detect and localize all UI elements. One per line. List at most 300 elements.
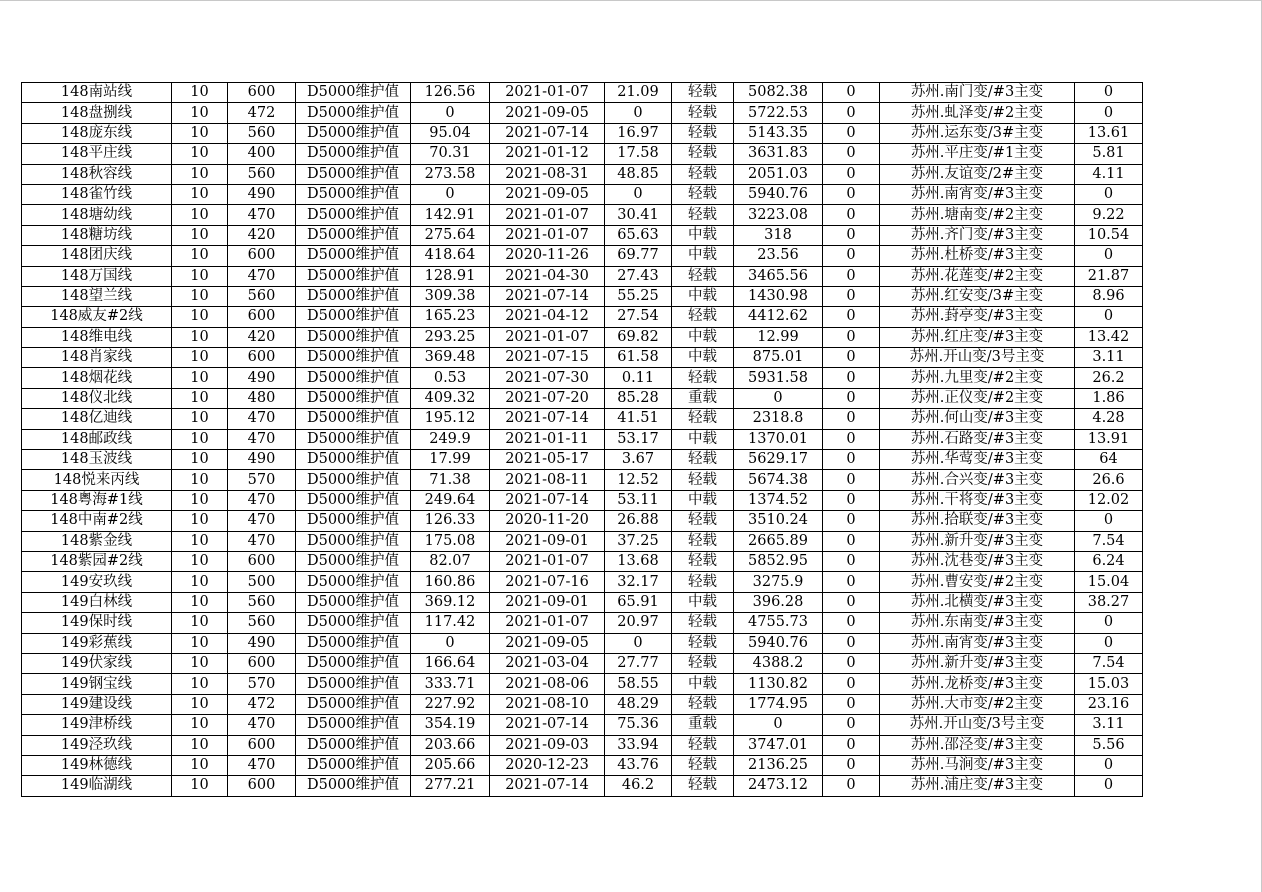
cell-date: 2021-07-30 xyxy=(490,368,605,388)
cell-transformer: 苏州.正仪变/#2主变 xyxy=(880,388,1075,408)
cell-remaining-capacity: 875.01 xyxy=(734,348,823,368)
cell-source: D5000维护值 xyxy=(296,307,411,327)
cell-voltage: 10 xyxy=(172,266,228,286)
cell-current: 205.66 xyxy=(411,755,490,775)
table-row xyxy=(22,776,1143,796)
cell-line-name: 148盘捌线 xyxy=(22,103,172,123)
cell-load-level: 轻载 xyxy=(672,103,734,123)
cell-voltage: 10 xyxy=(172,551,228,571)
cell-load-level: 轻载 xyxy=(672,572,734,592)
table-row xyxy=(22,490,1143,510)
cell-load-level: 中载 xyxy=(672,429,734,449)
cell-capacity: 600 xyxy=(228,83,296,103)
cell-capacity: 470 xyxy=(228,511,296,531)
cell-date: 2021-01-07 xyxy=(490,551,605,571)
data-table xyxy=(21,82,1143,797)
cell-capacity: 560 xyxy=(228,592,296,612)
cell-capacity: 490 xyxy=(228,633,296,653)
cell-date: 2021-09-05 xyxy=(490,633,605,653)
cell-line-name: 148粤海#1线 xyxy=(22,490,172,510)
cell-remaining-capacity: 5629.17 xyxy=(734,450,823,470)
cell-value: 5.56 xyxy=(1075,735,1143,755)
cell-flag: 0 xyxy=(823,735,880,755)
table-row xyxy=(22,266,1143,286)
cell-remaining-capacity: 4412.62 xyxy=(734,307,823,327)
cell-remaining-capacity: 0 xyxy=(734,715,823,735)
cell-voltage: 10 xyxy=(172,103,228,123)
cell-remaining-capacity: 5931.58 xyxy=(734,368,823,388)
cell-value: 9.22 xyxy=(1075,205,1143,225)
cell-voltage: 10 xyxy=(172,246,228,266)
cell-load-rate: 0.11 xyxy=(605,368,672,388)
table-row xyxy=(22,205,1143,225)
cell-remaining-capacity: 1374.52 xyxy=(734,490,823,510)
cell-flag: 0 xyxy=(823,613,880,633)
cell-value: 64 xyxy=(1075,450,1143,470)
cell-voltage: 10 xyxy=(172,429,228,449)
cell-load-rate: 53.11 xyxy=(605,490,672,510)
cell-capacity: 470 xyxy=(228,266,296,286)
cell-remaining-capacity: 5852.95 xyxy=(734,551,823,571)
cell-source: D5000维护值 xyxy=(296,592,411,612)
cell-value: 0 xyxy=(1075,184,1143,204)
table-row xyxy=(22,83,1143,103)
cell-capacity: 560 xyxy=(228,286,296,306)
cell-flag: 0 xyxy=(823,184,880,204)
cell-load-rate: 27.77 xyxy=(605,653,672,673)
cell-value: 21.87 xyxy=(1075,266,1143,286)
cell-remaining-capacity: 5143.35 xyxy=(734,123,823,143)
cell-transformer: 苏州.南门变/#3主变 xyxy=(880,83,1075,103)
cell-flag: 0 xyxy=(823,307,880,327)
cell-capacity: 600 xyxy=(228,735,296,755)
cell-capacity: 600 xyxy=(228,246,296,266)
cell-source: D5000维护值 xyxy=(296,653,411,673)
cell-value: 4.11 xyxy=(1075,164,1143,184)
cell-flag: 0 xyxy=(823,776,880,796)
cell-date: 2021-07-20 xyxy=(490,388,605,408)
cell-load-level: 重载 xyxy=(672,715,734,735)
cell-date: 2020-11-20 xyxy=(490,511,605,531)
cell-date: 2021-04-30 xyxy=(490,266,605,286)
cell-source: D5000维护值 xyxy=(296,694,411,714)
cell-date: 2021-09-03 xyxy=(490,735,605,755)
cell-date: 2021-01-07 xyxy=(490,327,605,347)
table-row xyxy=(22,694,1143,714)
cell-date: 2021-08-11 xyxy=(490,470,605,490)
cell-flag: 0 xyxy=(823,653,880,673)
cell-current: 293.25 xyxy=(411,327,490,347)
cell-value: 7.54 xyxy=(1075,653,1143,673)
cell-source: D5000维护值 xyxy=(296,551,411,571)
cell-source: D5000维护值 xyxy=(296,103,411,123)
cell-capacity: 560 xyxy=(228,123,296,143)
cell-date: 2021-09-01 xyxy=(490,592,605,612)
cell-voltage: 10 xyxy=(172,286,228,306)
cell-line-name: 148维电线 xyxy=(22,327,172,347)
cell-current: 333.71 xyxy=(411,674,490,694)
page-edge-top xyxy=(0,0,1262,1)
cell-line-name: 148望兰线 xyxy=(22,286,172,306)
table-body xyxy=(22,83,1143,797)
cell-load-rate: 0 xyxy=(605,103,672,123)
cell-current: 0.53 xyxy=(411,368,490,388)
table-row xyxy=(22,184,1143,204)
cell-line-name: 149安玖线 xyxy=(22,572,172,592)
cell-source: D5000维护值 xyxy=(296,266,411,286)
cell-line-name: 148威友#2线 xyxy=(22,307,172,327)
cell-date: 2021-09-05 xyxy=(490,103,605,123)
cell-transformer: 苏州.红庄变/#3主变 xyxy=(880,327,1075,347)
cell-remaining-capacity: 5674.38 xyxy=(734,470,823,490)
cell-load-level: 轻载 xyxy=(672,755,734,775)
cell-voltage: 10 xyxy=(172,511,228,531)
table-row xyxy=(22,592,1143,612)
cell-voltage: 10 xyxy=(172,674,228,694)
cell-transformer: 苏州.石路变/#3主变 xyxy=(880,429,1075,449)
cell-line-name: 149临湖线 xyxy=(22,776,172,796)
table-row xyxy=(22,633,1143,653)
cell-flag: 0 xyxy=(823,327,880,347)
cell-current: 71.38 xyxy=(411,470,490,490)
cell-date: 2021-08-06 xyxy=(490,674,605,694)
cell-capacity: 500 xyxy=(228,572,296,592)
cell-load-rate: 85.28 xyxy=(605,388,672,408)
cell-value: 26.2 xyxy=(1075,368,1143,388)
cell-flag: 0 xyxy=(823,205,880,225)
cell-load-level: 中载 xyxy=(672,348,734,368)
cell-date: 2021-07-14 xyxy=(490,286,605,306)
cell-load-level: 中载 xyxy=(672,327,734,347)
cell-line-name: 148仪北线 xyxy=(22,388,172,408)
cell-current: 17.99 xyxy=(411,450,490,470)
table-row xyxy=(22,674,1143,694)
cell-load-level: 中载 xyxy=(672,490,734,510)
cell-source: D5000维护值 xyxy=(296,164,411,184)
cell-line-name: 148悦来丙线 xyxy=(22,470,172,490)
cell-voltage: 10 xyxy=(172,776,228,796)
cell-load-rate: 27.54 xyxy=(605,307,672,327)
cell-flag: 0 xyxy=(823,674,880,694)
cell-flag: 0 xyxy=(823,164,880,184)
cell-transformer: 苏州.塘南变/#2主变 xyxy=(880,205,1075,225)
cell-voltage: 10 xyxy=(172,348,228,368)
cell-load-rate: 37.25 xyxy=(605,531,672,551)
cell-load-level: 轻载 xyxy=(672,470,734,490)
cell-flag: 0 xyxy=(823,144,880,164)
cell-line-name: 148秋容线 xyxy=(22,164,172,184)
cell-current: 273.58 xyxy=(411,164,490,184)
cell-voltage: 10 xyxy=(172,368,228,388)
cell-load-level: 轻载 xyxy=(672,205,734,225)
cell-source: D5000维护值 xyxy=(296,225,411,245)
cell-date: 2021-01-11 xyxy=(490,429,605,449)
cell-voltage: 10 xyxy=(172,694,228,714)
cell-load-rate: 3.67 xyxy=(605,450,672,470)
cell-capacity: 470 xyxy=(228,755,296,775)
cell-voltage: 10 xyxy=(172,755,228,775)
cell-load-level: 轻载 xyxy=(672,184,734,204)
cell-date: 2021-08-31 xyxy=(490,164,605,184)
cell-remaining-capacity: 2473.12 xyxy=(734,776,823,796)
cell-voltage: 10 xyxy=(172,613,228,633)
cell-load-rate: 27.43 xyxy=(605,266,672,286)
cell-source: D5000维护值 xyxy=(296,327,411,347)
cell-remaining-capacity: 12.99 xyxy=(734,327,823,347)
cell-line-name: 149白林线 xyxy=(22,592,172,612)
cell-load-rate: 43.76 xyxy=(605,755,672,775)
table-row xyxy=(22,755,1143,775)
cell-transformer: 苏州.南宵变/#3主变 xyxy=(880,184,1075,204)
cell-value: 38.27 xyxy=(1075,592,1143,612)
cell-transformer: 苏州.红安变/3#主变 xyxy=(880,286,1075,306)
cell-load-rate: 65.91 xyxy=(605,592,672,612)
cell-date: 2021-07-14 xyxy=(490,776,605,796)
table-row xyxy=(22,470,1143,490)
cell-value: 3.11 xyxy=(1075,715,1143,735)
table-row xyxy=(22,327,1143,347)
cell-line-name: 148庞东线 xyxy=(22,123,172,143)
cell-load-level: 轻载 xyxy=(672,633,734,653)
table-row xyxy=(22,368,1143,388)
cell-capacity: 470 xyxy=(228,715,296,735)
cell-date: 2021-03-04 xyxy=(490,653,605,673)
cell-source: D5000维护值 xyxy=(296,613,411,633)
cell-load-rate: 75.36 xyxy=(605,715,672,735)
cell-line-name: 148紫园#2线 xyxy=(22,551,172,571)
cell-capacity: 480 xyxy=(228,388,296,408)
cell-capacity: 600 xyxy=(228,551,296,571)
table-row xyxy=(22,307,1143,327)
cell-load-rate: 17.58 xyxy=(605,144,672,164)
cell-capacity: 490 xyxy=(228,184,296,204)
cell-remaining-capacity: 0 xyxy=(734,388,823,408)
cell-load-rate: 13.68 xyxy=(605,551,672,571)
table-row xyxy=(22,225,1143,245)
cell-line-name: 149津桥线 xyxy=(22,715,172,735)
table-row xyxy=(22,653,1143,673)
cell-line-name: 148烟花线 xyxy=(22,368,172,388)
cell-current: 70.31 xyxy=(411,144,490,164)
cell-line-name: 148糖坊线 xyxy=(22,225,172,245)
cell-load-rate: 48.85 xyxy=(605,164,672,184)
cell-voltage: 10 xyxy=(172,633,228,653)
cell-value: 7.54 xyxy=(1075,531,1143,551)
cell-date: 2021-07-15 xyxy=(490,348,605,368)
cell-flag: 0 xyxy=(823,103,880,123)
cell-line-name: 148邮政线 xyxy=(22,429,172,449)
cell-source: D5000维护值 xyxy=(296,348,411,368)
cell-capacity: 470 xyxy=(228,490,296,510)
cell-voltage: 10 xyxy=(172,409,228,429)
cell-current: 142.91 xyxy=(411,205,490,225)
cell-flag: 0 xyxy=(823,490,880,510)
cell-voltage: 10 xyxy=(172,531,228,551)
cell-value: 8.96 xyxy=(1075,286,1143,306)
cell-flag: 0 xyxy=(823,551,880,571)
cell-value: 0 xyxy=(1075,307,1143,327)
cell-line-name: 148亿迪线 xyxy=(22,409,172,429)
cell-source: D5000维护值 xyxy=(296,531,411,551)
cell-line-name: 148团庆线 xyxy=(22,246,172,266)
cell-remaining-capacity: 3465.56 xyxy=(734,266,823,286)
cell-current: 82.07 xyxy=(411,551,490,571)
cell-value: 13.42 xyxy=(1075,327,1143,347)
cell-date: 2021-01-07 xyxy=(490,613,605,633)
cell-value: 23.16 xyxy=(1075,694,1143,714)
cell-source: D5000维护值 xyxy=(296,429,411,449)
cell-capacity: 472 xyxy=(228,694,296,714)
table-row xyxy=(22,246,1143,266)
cell-load-rate: 69.77 xyxy=(605,246,672,266)
cell-load-level: 轻载 xyxy=(672,450,734,470)
cell-remaining-capacity: 4755.73 xyxy=(734,613,823,633)
cell-load-level: 轻载 xyxy=(672,776,734,796)
cell-remaining-capacity: 5940.76 xyxy=(734,184,823,204)
cell-flag: 0 xyxy=(823,225,880,245)
cell-capacity: 560 xyxy=(228,613,296,633)
cell-flag: 0 xyxy=(823,511,880,531)
cell-remaining-capacity: 318 xyxy=(734,225,823,245)
cell-date: 2021-04-12 xyxy=(490,307,605,327)
cell-current: 203.66 xyxy=(411,735,490,755)
cell-source: D5000维护值 xyxy=(296,286,411,306)
table-row xyxy=(22,531,1143,551)
table-row xyxy=(22,613,1143,633)
cell-flag: 0 xyxy=(823,450,880,470)
cell-voltage: 10 xyxy=(172,327,228,347)
cell-date: 2021-01-12 xyxy=(490,144,605,164)
cell-load-level: 轻载 xyxy=(672,368,734,388)
cell-source: D5000维护值 xyxy=(296,205,411,225)
cell-line-name: 149伏家线 xyxy=(22,653,172,673)
cell-capacity: 490 xyxy=(228,450,296,470)
cell-current: 128.91 xyxy=(411,266,490,286)
cell-load-rate: 33.94 xyxy=(605,735,672,755)
cell-load-level: 轻载 xyxy=(672,531,734,551)
cell-load-rate: 20.97 xyxy=(605,613,672,633)
table-row xyxy=(22,348,1143,368)
cell-current: 369.48 xyxy=(411,348,490,368)
cell-capacity: 560 xyxy=(228,164,296,184)
cell-remaining-capacity: 1130.82 xyxy=(734,674,823,694)
cell-value: 13.61 xyxy=(1075,123,1143,143)
cell-capacity: 600 xyxy=(228,653,296,673)
cell-flag: 0 xyxy=(823,286,880,306)
cell-date: 2021-01-07 xyxy=(490,83,605,103)
cell-load-level: 轻载 xyxy=(672,694,734,714)
cell-source: D5000维护值 xyxy=(296,83,411,103)
cell-transformer: 苏州.东南变/#3主变 xyxy=(880,613,1075,633)
cell-voltage: 10 xyxy=(172,144,228,164)
cell-capacity: 570 xyxy=(228,470,296,490)
cell-load-rate: 65.63 xyxy=(605,225,672,245)
cell-remaining-capacity: 3223.08 xyxy=(734,205,823,225)
cell-line-name: 148紫金线 xyxy=(22,531,172,551)
table-row xyxy=(22,388,1143,408)
cell-capacity: 470 xyxy=(228,531,296,551)
cell-flag: 0 xyxy=(823,592,880,612)
cell-remaining-capacity: 1370.01 xyxy=(734,429,823,449)
cell-line-name: 149林德线 xyxy=(22,755,172,775)
cell-capacity: 600 xyxy=(228,776,296,796)
cell-remaining-capacity: 4388.2 xyxy=(734,653,823,673)
cell-load-level: 轻载 xyxy=(672,653,734,673)
cell-current: 309.38 xyxy=(411,286,490,306)
cell-voltage: 10 xyxy=(172,715,228,735)
cell-remaining-capacity: 3631.83 xyxy=(734,144,823,164)
cell-capacity: 472 xyxy=(228,103,296,123)
cell-load-rate: 0 xyxy=(605,633,672,653)
cell-remaining-capacity: 2051.03 xyxy=(734,164,823,184)
cell-load-level: 轻载 xyxy=(672,409,734,429)
cell-source: D5000维护值 xyxy=(296,572,411,592)
cell-date: 2021-07-14 xyxy=(490,715,605,735)
cell-voltage: 10 xyxy=(172,470,228,490)
cell-flag: 0 xyxy=(823,123,880,143)
cell-transformer: 苏州.开山变/3号主变 xyxy=(880,715,1075,735)
cell-date: 2021-07-16 xyxy=(490,572,605,592)
cell-flag: 0 xyxy=(823,470,880,490)
cell-date: 2021-07-14 xyxy=(490,490,605,510)
cell-load-rate: 58.55 xyxy=(605,674,672,694)
cell-remaining-capacity: 3275.9 xyxy=(734,572,823,592)
cell-flag: 0 xyxy=(823,694,880,714)
cell-current: 369.12 xyxy=(411,592,490,612)
cell-value: 13.91 xyxy=(1075,429,1143,449)
cell-capacity: 600 xyxy=(228,348,296,368)
cell-source: D5000维护值 xyxy=(296,470,411,490)
cell-line-name: 148中南#2线 xyxy=(22,511,172,531)
cell-transformer: 苏州.干将变/#3主变 xyxy=(880,490,1075,510)
cell-source: D5000维护值 xyxy=(296,755,411,775)
cell-load-level: 中载 xyxy=(672,286,734,306)
cell-capacity: 470 xyxy=(228,429,296,449)
cell-source: D5000维护值 xyxy=(296,715,411,735)
cell-current: 0 xyxy=(411,184,490,204)
cell-current: 249.9 xyxy=(411,429,490,449)
table-row xyxy=(22,450,1143,470)
cell-transformer: 苏州.华莺变/#3主变 xyxy=(880,450,1075,470)
cell-value: 0 xyxy=(1075,83,1143,103)
cell-load-rate: 53.17 xyxy=(605,429,672,449)
cell-load-level: 轻载 xyxy=(672,613,734,633)
cell-line-name: 148雀竹线 xyxy=(22,184,172,204)
cell-remaining-capacity: 1774.95 xyxy=(734,694,823,714)
cell-date: 2020-12-23 xyxy=(490,755,605,775)
cell-value: 0 xyxy=(1075,613,1143,633)
cell-voltage: 10 xyxy=(172,184,228,204)
cell-date: 2020-11-26 xyxy=(490,246,605,266)
cell-line-name: 149钢宝线 xyxy=(22,674,172,694)
cell-flag: 0 xyxy=(823,531,880,551)
cell-source: D5000维护值 xyxy=(296,123,411,143)
cell-transformer: 苏州.南宵变/#3主变 xyxy=(880,633,1075,653)
cell-transformer: 苏州.运东变/3#主变 xyxy=(880,123,1075,143)
cell-load-rate: 26.88 xyxy=(605,511,672,531)
cell-voltage: 10 xyxy=(172,653,228,673)
cell-source: D5000维护值 xyxy=(296,246,411,266)
cell-transformer: 苏州.拾联变/#3主变 xyxy=(880,511,1075,531)
cell-current: 166.64 xyxy=(411,653,490,673)
cell-value: 1.86 xyxy=(1075,388,1143,408)
cell-flag: 0 xyxy=(823,409,880,429)
cell-date: 2021-05-17 xyxy=(490,450,605,470)
table-row xyxy=(22,429,1143,449)
cell-voltage: 10 xyxy=(172,123,228,143)
cell-capacity: 420 xyxy=(228,327,296,347)
cell-current: 126.33 xyxy=(411,511,490,531)
